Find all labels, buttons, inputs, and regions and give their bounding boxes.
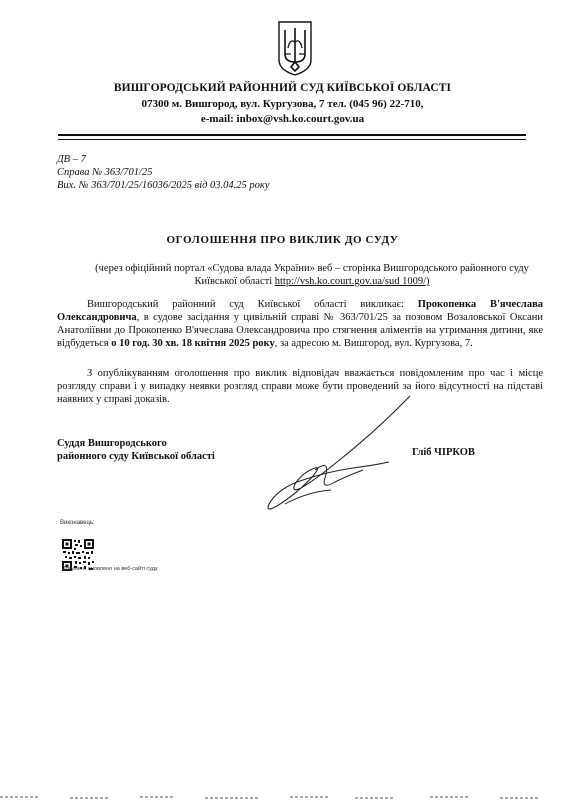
case-number: Справа № 363/701/25 — [57, 167, 153, 178]
publication-text: (через офіційний портал «Судова влада України» веб – сторінка Вишгородського районного суду Київської області — [95, 263, 529, 287]
hearing-address: , за адресою м. Вишгород, вул. Кургузова, 7. — [274, 338, 473, 349]
judge-name: Гліб ЧІРКОВ — [412, 447, 475, 458]
publication-channel — [86, 262, 538, 288]
header-divider-thin — [58, 139, 526, 140]
court-address: 07300 м. Вишгород, вул. Кургузова, 7 тел. (045 96) 22-710, — [141, 98, 424, 110]
notice-title: ОГОЛОШЕННЯ ПРО ВИКЛИК ДО СУДУ — [166, 234, 399, 246]
scan-edge-artifact — [0, 792, 565, 800]
defendant-name: Прокопенка В'ячеслава Олександровича — [57, 299, 543, 323]
summons-intro: Вишгородський районний суд Київської області викликає: — [87, 299, 418, 310]
judge-title-line2: районного суду Київської області — [57, 451, 215, 462]
court-name: ВИШГОРОДСЬКИЙ РАЙОННИЙ СУД КИЇВСЬКОЇ ОБЛАСТІ — [113, 82, 452, 94]
hearing-time: о 10 год. 30 хв. 18 квітня 2025 року — [111, 338, 275, 349]
court-website-link[interactable]: http://vsh.ko.court.gov.ua/sud 1009/) — [274, 276, 430, 287]
case-description: , в судове засідання у цивільній справі № 363/701/25 за позовом Возаловської Оксани Анатоліївни до Прокопенко В'ячеслава Олександровича про стягнення аліментів на утримання дитини, яке відбудеться — [57, 312, 543, 349]
header-divider — [58, 134, 526, 136]
consequence-paragraph: З опублікуванням оголошення про виклик відповідач вважається повідомленим про час і місце розгляду справи і у випадку неявки розгляд справи може бути проведений за його відсутності на підставі наявних у справі доказів. — [57, 368, 543, 405]
judge-title-line1: Суддя Вишгородського — [57, 438, 167, 449]
coat-of-arms-icon — [276, 20, 314, 76]
qr-note: Документ оновлено на веб-сайті суду — [62, 566, 158, 572]
handwritten-signature — [255, 392, 425, 517]
document-code: ДВ – 7 — [57, 154, 86, 165]
summons-paragraph — [57, 298, 543, 350]
court-email: e-mail: inbox@vsh.ko.court.gov.ua — [200, 113, 365, 125]
executor-label: Виконавець: — [60, 520, 95, 526]
outgoing-number: Вих. № 363/701/25/16036/2025 від 03.04.25 року — [57, 180, 270, 191]
